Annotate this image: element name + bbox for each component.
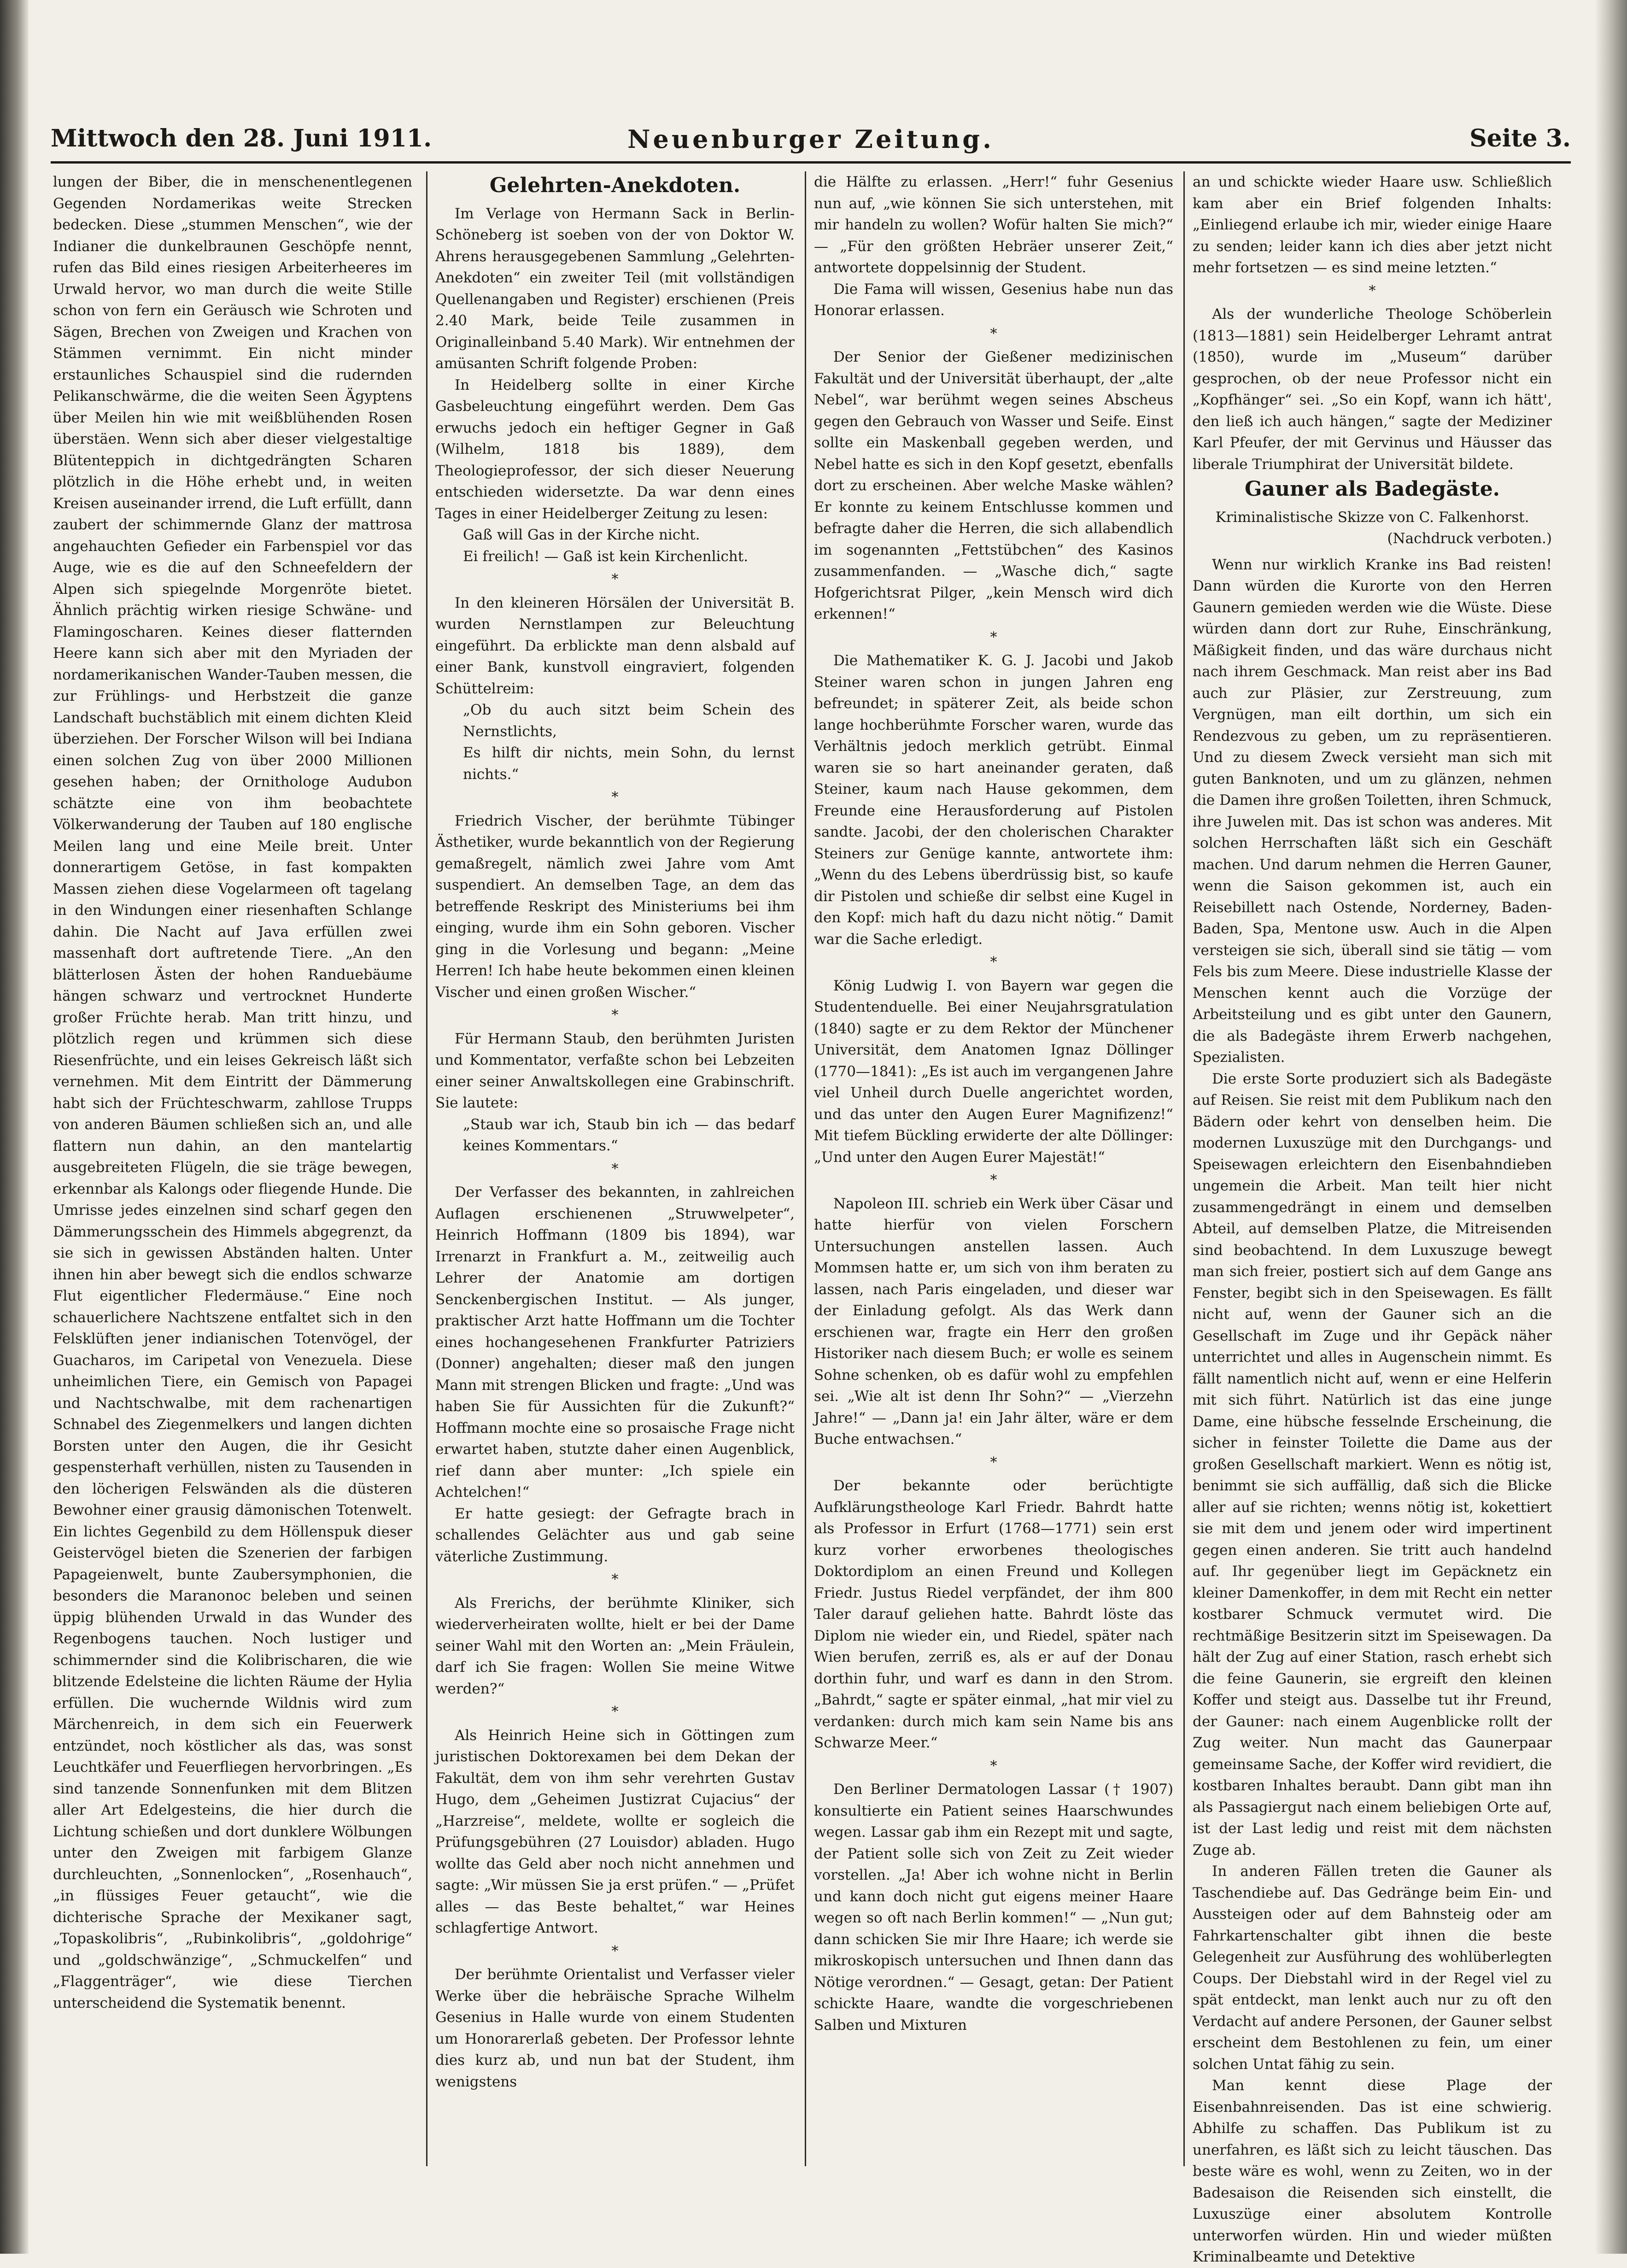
- book-binding-edge: [0, 0, 29, 2254]
- column-3: [814, 171, 1173, 2162]
- article-paragraph: Er hatte gesiegt: der Gefragte brach in schallendes Gelächter aus und gab seine väterliche Zustimmung.: [435, 1505, 795, 1565]
- article-paragraph: Als Heinrich Heine sich in Göttingen zum juristischen Doktorexamen bei dem Dekan der Fakultät, dem von ihm sehr verehrten Gustav Hugo, dem „Geheimen Justizrat Cujacius“ der „Harzreise“, meldete, wollte er sogleich die Prüfungsgebühren (27 Louisdor) abladen. Hugo wollte das Geld aber noch nicht annehmen und sagte: „Wir müssen Sie ja erst prüfen.“ — „Prüfet alles — das Beste behaltet,“ war Heines schlagfertige Antwort.: [435, 1727, 795, 1936]
- separator-asterisk: *: [1369, 282, 1376, 299]
- separator-asterisk: *: [611, 1943, 619, 1959]
- reprint-notice: (Nachdruck verboten.): [1387, 530, 1552, 547]
- article-paragraph: die Hälfte zu erlassen. „Herr!“ fuhr Gesenius nun auf, „wie können Sie sich unterstehen, mit mir handeln zu wollen? Wofür halten Sie mich?“ — „Für den größten Hebräer unserer Zeit,“ antwortete doppelsinnig der Student.: [814, 174, 1173, 276]
- article-paragraph: Der berühmte Orientalist und Verfasser vieler Werke über die hebräische Sprache Wilhelm Gesenius in Halle wurde von einem Studenten um Honorarerlaß gebeten. Der Professor lehnte dies kurz ab, und nun bat der Student, ihm wenigstens: [435, 1966, 795, 2090]
- separator-asterisk: *: [611, 1160, 619, 1177]
- separator-asterisk: *: [990, 325, 997, 342]
- separator-asterisk: *: [990, 1172, 997, 1188]
- separator-asterisk: *: [611, 1704, 619, 1720]
- article-paragraph: lungen der Biber, die in menschenentlegenen Gegenden Nordamerikas weite Strecken bedecken. Diese „stummen Menschen“, wie der Indianer die dunkelbraunen Geschöpfe nennt, rufen das Bild eines riesigen Arbeiterheeres im Urwald hervor, wo man durch die weite Stille schon von fern ein Geräusch wie Schroten und Sägen, Brechen von Zweigen und Krachen von Stämmen vernimmt. Ein nicht minder erstaunliches Schauspiel sind die rudernden Pelikanschwärme, die die weiten Seen Ägyptens über Meilen hin wie mit weißblühenden Rosen überstäen. Wenn sich aber dieser vielgestaltige Blütenteppich in dichtgedrängten Scharen plötzlich in die Höhe erhebt und, in weiten Kreisen auseinander irrend, die Luft erfüllt, dann zaubert der schimmernde Glanz der mattrosa angehauchten Gefieder ein Farbenspiel vor das Auge, wie es die auf den Schneefeldern der Alpen sich spiegelnde Morgenröte bietet. Ähnlich prächtig wirken riesige Schwäne- und Flamingoscharen. Keines dieser flatternden Heere kann sich aber mit den Myriaden der nordamerikanischen Wander-Tauben messen, die zur Frühlings- und Herbstzeit die ganze Landschaft buchstäblich mit einem dichten Kleid überziehen. Der Forscher Wilson will bei Indiana einen solchen Zug von über 2000 Millionen gesehen haben; der Ornithologe Audubon schätzte eine von ihm beobachtete Völkerwanderung der Tauben auf 180 englische Meilen lang und eine Meile breit. Unter donnerartigem Getöse, in fast kompakten Massen ziehen diese Vogelarmeen oft tagelang in den Windungen einer riesenhaften Schlange dahin. Die Nacht auf Java erfüllen zwei massenhaft dort auftretende Tiere. „An den blätterlosen Ästen der hohen Randuebäume hängen schwarz und vertrocknet Hunderte großer Früchte herab. Man tritt hinzu, und plötzlich regen und krümmen sich diese Riesenfrüchte, und ein leises Gekreisch läßt sich vernehmen. Mit dem Eintritt der Dämmerung habt sich der Früchteschwarm, zahllose Trupps von anderen Bäumen schließen sich an, und alle flattern nun dahin, an den mantelartig ausgebreiteten Flügeln, die sie träge bewegen, erkennbar als Kalongs oder fliegende Hunde. Die Umrisse jedes einzelnen sind scharf gegen den Dämmerungsschein des Himmels abgegrenzt, da sie sich in gewissen Abständen halten. Unter ihnen hin aber bewegt sich die endlos schwarze Flut eigentlicher Fledermäuse.“ Eine noch schauerlichere Nachtszene entfaltet sich in den Felsklüften jener indianischen Totenvögel, der Guacharos, im Caripetal von Venezuela. Diese unheimlichen Tiere, ein Gemisch von Papagei und Nachtschwalbe, mit dem rachenartigen Schnabel des Ziegenmelkers und langen dichten Borsten unter den Augen, die ihr Gesicht gespensterhaft verhüllen, nisten zu Tausenden in den löcherigen Felswänden als die düsteren Bewohner einer grausig dämonischen Totenwelt. Ein lichtes Gegenbild zu dem Höllenspuk dieser Geistervögel bieten die Szenerien der farbigen Papageienwelt, bunte Zaubersymphonien, die besonders die Maranonoc beleben und seinen üppig blühenden Urwald in das Wunder des Regenbogens tauchen. Noch lustiger und schimmernder sind die Kolibrischaren, die wie blitzende Edelsteine die lichten Räume der Hylia erfüllen. Die wuchernde Wildnis wird zum Märchenreich, in dem sich ein Feuerwerk entzündet, noch köstlicher als das, was sonst Leuchtkäfer und Feuerfliegen hervorbringen. „Es sind tanzende Sonnenfunken mit dem Blitzen aller Art Edelgesteins, die hier durch die Lichtung schießen und dort dunklere Wölbungen unter den Zweigen mit farbigem Glanze durchleuchten, „Sonnenlocken“, „Rosenhauch“, „in flüssiges Feuer getaucht“, wie die dichterische Sprache der Mexikaner sagt, „Topaskolibris“, „Rubinkolibris“, „goldohrige“ und „goldschwänzige“, „Schmuckelfen“ und „Flaggenträger“, wie diese Tierchen unterscheidend die Systematik benennt.: [53, 174, 412, 2011]
- column-divider: [1183, 171, 1185, 2166]
- separator-asterisk: *: [990, 1758, 997, 1774]
- header-rule: [51, 161, 1571, 164]
- article-paragraph: In den kleineren Hörsälen der Universität B. wurden Nernstlampen zur Beleuchtung eingeführt. Da erblickte man denn alsbald auf einer Bank, kunstvoll eingraviert, folgenden Schüttelreim:: [435, 594, 795, 697]
- newspaper-name: Neuenburger Zeitung.: [627, 124, 994, 154]
- separator-asterisk: *: [611, 1007, 619, 1023]
- article-paragraph: Für Hermann Staub, den berühmten Juristen und Kommentator, verfaßte schon bei Lebzeiten einer seiner Anwaltskollegen eine Grabinschrift. Sie lautete:: [435, 1030, 795, 1111]
- separator-asterisk: *: [990, 1454, 997, 1471]
- article-paragraph: In Heidelberg sollte in einer Kirche Gasbeleuchtung eingeführt werden. Dem Gas erwuchs jedoch ein heftiger Gegner in Gaß (Wilhelm, 1818 bis 1889), dem Theologieprofessor, der sich dieser Neuerung entschieden widersetzte. Da war denn eines Tages in einer Heidelberger Zeitung zu lesen:: [435, 376, 795, 522]
- article-paragraph: Die erste Sorte produziert sich als Badegäste auf Reisen. Sie reist mit dem Publikum nach den Bädern oder kehrt von denselben heim. Die modernen Luxuszüge mit den Durchgangs- und Speisewagen erleichtern den Eisenbahndieben ungemein die Arbeit. Man teilt hier nicht zusammengedrängt in einem und demselben Abteil, auf demselben Platze, die Mitreisenden sind beobachtend. In dem Luxuszuge bewegt man sich freier, postiert sich auf dem Gange ans Fenster, begibt sich in den Speisewagen. Es fällt nicht auf, wenn der Gauner sich an die Gesellschaft im Zuge und ihr Gepäck näher unterrichtet und alles in Augenschein nimmt. Es fällt namentlich nicht auf, wenn er eine Helferin mit sich führt. Natürlich ist das eine junge Dame, eine hübsche fesselnde Erscheinung, die sicher in feinster Toilette die Dame aus der großen Gesellschaft markiert. Wenn es nötig ist, benimmt sie sich auffällig, daß sich die Blicke aller auf sie richten; wenns nötig ist, kokettiert sie mit dem und jenem oder wird impertinent gegen einen anderen. Sie tritt auch handelnd auf. Ihr gegenüber liegt im Gepäcknetz ein kleiner Damenkoffer, in dem mit Recht ein netter kostbarer Schmuck vermutet wird. Die rechtmäßige Besitzerin sitzt im Speisewagen. Da hält der Zug auf einer Station, rasch erhebt sich die feine Gaunerin, sie ergreift den kleinen Koffer und steigt aus. Dasselbe tut ihr Freund, der Gauner: nach einem Augenblicke rollt der Zug weiter. Nun macht das Gaunerpaar gemeinsame Sache, der Koffer wird revidiert, die kostbaren Inhaltes beraubt. Dann gibt man ihn als Passagiergut nach einem beliebigen Orte auf, ist der Last ledig und reist mit dem nächsten Zuge ab.: [1193, 1070, 1552, 1858]
- article-paragraph: Der Verfasser des bekannten, in zahlreichen Auflagen erschienenen „Struwwelpeter“, Heinrich Hoffmann (1809 bis 1894), war Irrenarzt in Frankfurt a. M., zeitweilig auch Lehrer der Anatomie am dortigen Senckenbergischen Institut. — Als junger, praktischer Arzt hatte Hoffmann um die Tochter eines hochangesehenen Frankfurter Patriziers (Donner) angehalten; dieser maß den jungen Mann mit strengen Blicken und fragte: „Und was haben Sie für Aussichten für die Zukunft?“ Hoffmann mochte eine so prosaische Frage nicht erwartet haben, stutzte daher einen Augenblick, rief dann aber munter: „Ich spiele ein Achtelchen!“: [435, 1184, 795, 1500]
- article-paragraph: Als der wunderliche Theologe Schöberlein (1813—1881) sein Heidelberger Lehramt antrat (1850), wurde im „Museum“ darüber gesprochen, ob der neue Professor nicht ein „Kopfhänger“ sei. „So ein Kopf, wann ich hätt', den ließ ich auch hängen,“ sagte der Mediziner Karl Pfeufer, der mit Gervinus und Häusser das liberale Triumphirat der Universität bildete.: [1193, 306, 1552, 473]
- separator-asterisk: *: [611, 1571, 619, 1588]
- article-paragraph: Man kennt diese Plage der Eisenbahnreisenden. Das ist eine schwierig. Abhilfe zu schaffen. Das Publikum ist zu unerfahren, es läßt sich zu leicht täuschen. Das beste wäre es wohl, wenn zu Zeiten, wo in der Badesaison die Reisenden sich einstellt, die Luxuszüge einer absolutem Kontrolle unterworfen würden. Hin und wieder müßten Kriminalbeamte und Detektive: [1193, 2077, 1552, 2265]
- article-paragraph: Napoleon III. schrieb ein Werk über Cäsar und hatte hierfür von vielen Forschern Untersuchungen anstellen lassen. Auch Mommsen hatte er, um sich von ihm beraten zu lassen, nach Paris eingeladen, und dieser war der Einladung gefolgt. Als das Werk dann erschienen war, fragte ein Herr den großen Historiker nach diesem Buch; er wolle es seinem Sohne schenken, ob es dafür wohl zu empfehlen sei. „Wie alt ist denn Ihr Sohn?“ — „Vierzehn Jahre!“ — „Dann ja! ein Jahr älter, wäre er dem Buche entwachsen.“: [814, 1195, 1173, 1448]
- column-1: [53, 171, 412, 2162]
- article-title: Gelehrten-Anekdoten.: [489, 174, 741, 197]
- verse-line: Es hilft dir nichts, mein Sohn, du lernst nichts.“: [463, 744, 795, 783]
- article-paragraph: Wenn nur wirklich Kranke ins Bad reisten! Dann würden die Kurorte von den Herren Gaunern gemieden werden wie die Wüste. Diese würden dann dort zur Ruhe, Einschränkung, Mäßigkeit finden, und das wäre durchaus nicht nach ihrem Geschmack. Man reist aber ins Bad auch zur Pläsier, zur Zerstreuung, zum Vergnügen, man eilt dorthin, um sich ein Rendezvous zu geben, um zu repräsentieren. Und zu diesem Zweck versieht man sich mit guten Banknoten, und um zu glänzen, nehmen die Damen ihre großen Toiletten, ihren Schmuck, ihre Juwelen mit. Das ist schon was anderes. Mit solchen Herrschaften läßt sich ein Geschäft machen. Und darum nehmen die Herren Gauner, wenn die Saison gekommen ist, auch ein Reisebillett nach Ostende, Norderney, Baden-Baden, Spa, Mentone usw. Auch in die Alpen versteigen sie sich, überall sind sie tätig — vom Fels bis zum Meere. Diese industrielle Klasse der Menschen kennt auch die Vorzüge der Arbeitsteilung und es gibt unter den Gaunern, die als Badegäste ihrem Erwerb nachgehen, Spezialisten.: [1193, 556, 1552, 1066]
- column-divider: [426, 171, 427, 2166]
- separator-asterisk: *: [611, 789, 619, 805]
- article-title: Gauner als Badegäste.: [1244, 477, 1500, 501]
- column-2: [435, 171, 795, 2162]
- article-paragraph: Friedrich Vischer, der berühmte Tübinger Ästhetiker, wurde bekanntlich von der Regierung gemaßregelt, nämlich zwei Jahre vom Amt suspendiert. An demselben Tage, an dem das betreffende Reskript des Ministeriums bei ihm einging, wurde ihm ein Sohn geboren. Vischer ging in die Vorlesung und begann: „Meine Herren! Ich habe heute bekommen einen kleinen Vischer und einen großen Wischer.“: [435, 812, 795, 1001]
- column-4: [1193, 171, 1552, 2265]
- article-paragraph: König Ludwig I. von Bayern war gegen die Studentenduelle. Bei einer Neujahrsgratulation (1840) sagte er zu dem Rektor der Münchener Universität, dem Anatomen Ignaz Döllinger (1770—1841): „Es ist auch im vergangenen Jahre viel Unheil durch Duelle angerichtet worden, und das unter den Augen Eurer Magnifizenz!“ Mit tiefem Bückling erwiderte der alte Döllinger: „Und unter den Augen Eurer Majestät!“: [814, 977, 1173, 1166]
- page-number: Seite 3.: [1469, 124, 1571, 152]
- article-paragraph: Im Verlage von Hermann Sack in Berlin-Schöneberg ist soeben von der von Doktor W. Ahrens herausgegebenen Sammlung „Gelehrten-Anekdoten“ ein zweiter Teil (mit vollständigen Quellenangaben und Register) erschienen (Preis 2.40 Mark, beide Teile zusammen in Originalleinband 5.40 Mark). Wir entnehmen der amüsanten Schrift folgende Proben:: [435, 205, 795, 372]
- separator-asterisk: *: [990, 629, 997, 645]
- article-paragraph: Die Fama will wissen, Gesenius habe nun das Honorar erlassen.: [814, 281, 1173, 319]
- column-divider: [805, 171, 806, 2166]
- article-paragraph: Die Mathematiker K. G. J. Jacobi und Jakob Steiner waren schon in jungen Jahren eng befreundet; in späterer Zeit, als beide schon lange hochberühmte Forscher waren, wurde das Verhältnis jedoch merklich getrübt. Einmal waren sie so hart aneinander geraten, daß Steiner, kaum nach Hause gekommen, dem Freunde eine Herausforderung auf Pistolen sandte. Jacobi, der den cholerischen Charakter Steiners zur Genüge kannte, antwortete ihm: „Wenn du des Lebens überdrüssig bist, so kaufe dir Pistolen und schieße dir selbst eine Kugel in den Kopf: mich haft du dazu nicht nötig.“ Damit war die Sache erledigt.: [814, 652, 1173, 948]
- article-paragraph: Den Berliner Dermatologen Lassar († 1907) konsultierte ein Patient seines Haarschwundes wegen. Lassar gab ihm ein Rezept mit und sagte, der Patient solle sich von Zeit zu Zeit wieder vorstellen. „Ja! Aber ich wohne nicht in Berlin und kann doch nicht gut eigens meiner Haare wegen so oft nach Berlin kommen!“ — „Nun gut; dann schicken Sie mir Ihre Haare; ich werde sie mikroskopisch untersuchen und Ihnen dann das Nötige verordnen.“ — Gesagt, getan: Der Patient schickte Haare, wandte die vorgeschriebenen Salben und Mixturen: [814, 1781, 1173, 2034]
- article-subtitle: Kriminalistische Skizze von C. Falkenhorst.: [1215, 509, 1529, 526]
- verse-line: Gaß will Gas in der Kirche nicht.: [463, 527, 700, 543]
- verse-line: Ei freilich! — Gaß ist kein Kirchenlicht.: [463, 548, 749, 565]
- page-header: [51, 124, 1571, 157]
- article-paragraph: Der bekannte oder berüchtigte Aufklärungstheologe Karl Friedr. Bahrdt hatte als Professor in Erfurt (1768—1771) sein erst kurz vorher erworbenes theologisches Doktordiplom an einen Freund und Kollegen Friedr. Justus Riedel verpfändet, der ihm 800 Taler darauf geliehen hatte. Bahrdt löste das Diplom nie wieder ein, und Riedel, später nach Wien berufen, zerriß es, als er auf der Donau dorthin fuhr, und warf es dann in den Strom. „Bahrdt,“ sagte er später einmal, „hat mir viel zu verdanken: durch mich kam sein Name bis ans Schwarze Meer.“: [814, 1477, 1173, 1751]
- article-paragraph: Als Frerichs, der berühmte Kliniker, sich wiederverheiraten wollte, hielt er bei der Dame seiner Wahl mit den Worten an: „Mein Fräulein, darf ich Sie fragen: Wollen Sie meine Witwe werden?“: [435, 1594, 795, 1697]
- article-paragraph: an und schickte wieder Haare usw. Schließlich kam aber ein Brief folgenden Inhalts: „Einliegend erlaube ich mir, wieder einige Haare zu senden; leider kann ich dies aber jetzt nicht mehr fortsetzen — es sind meine letzten.“: [1193, 174, 1552, 276]
- article-paragraph: In anderen Fällen treten die Gauner als Taschendiebe auf. Das Gedränge beim Ein- und Aussteigen oder auf dem Bahnsteig oder am Fahrkartenschalter gibt ihnen die beste Gelegenheit zur Ausführung des wohlüberlegten Coups. Der Diebstahl wird in der Regel viel zu spät entdeckt, man lenkt auch nur zu oft den Verdacht auf andere Personen, der Gauner selbst erscheint dem Bestohlenen zu fein, um einer solchen Untat fähig zu sein.: [1193, 1863, 1552, 2073]
- separator-asterisk: *: [611, 571, 619, 587]
- separator-asterisk: *: [990, 954, 997, 970]
- verse-line: „Staub war ich, Staub bin ich — das bedarf keines Kommentars.“: [463, 1116, 795, 1154]
- article-paragraph: Der Senior der Gießener medizinischen Fakultät und der Universität überhaupt, der „alte Nebel“, war berühmt wegen seines Abscheus gegen den Gebrauch von Wasser und Seife. Einst sollte ein Maskenball gegeben werden, und Nebel hatte es sich in den Kopf gesetzt, ebenfalls dort zu erscheinen. Aber welche Maske wählen? Er konnte zu keinem Entschlusse kommen und befragte daher die Herren, die sich allabendlich im sogenannten „Fettstübchen“ des Kasinos zusammenfanden. — „Wasche dich,“ sagte Hofgerichtsrat Pilger, „kein Mensch wird dich erkennen!“: [814, 349, 1173, 622]
- verse-line: „Ob du auch sitzt beim Schein des Nernstlichts,: [463, 702, 795, 740]
- page-right-edge: [1595, 0, 1627, 2254]
- issue-date: Mittwoch den 28. Juni 1911.: [51, 124, 432, 152]
